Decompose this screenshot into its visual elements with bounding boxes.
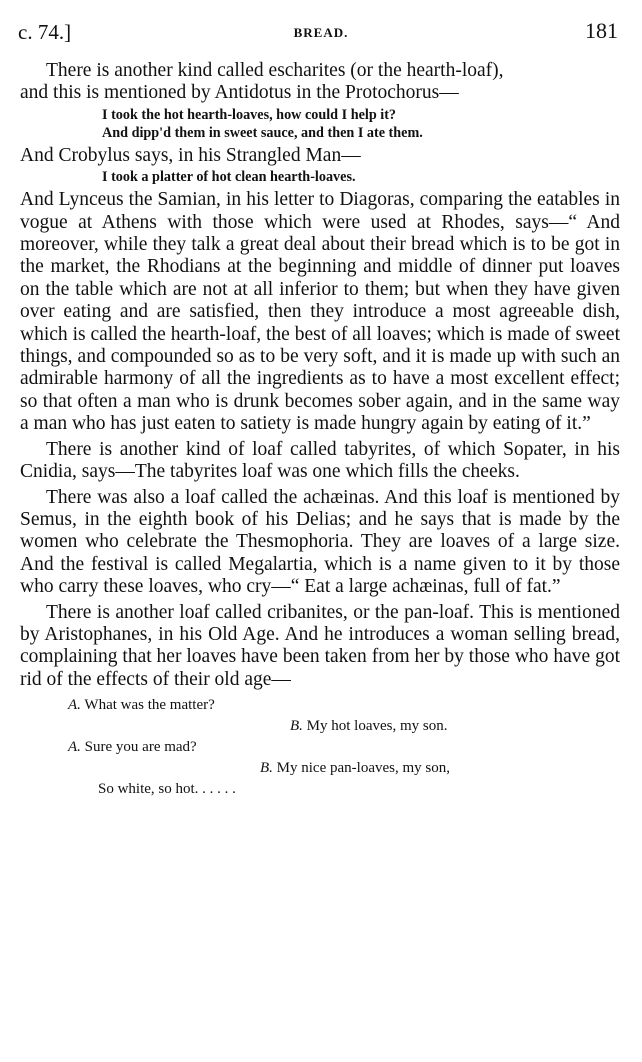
page-number: 181 xyxy=(585,18,618,43)
dialogue-line xyxy=(20,716,620,737)
paragraph-tabyrites: There is another kind of loaf called tabyrites, of which Sopater, in his Cnidia, says—The tabyrites loaf was one which fills the cheeks. xyxy=(20,438,620,483)
page-body xyxy=(20,60,620,800)
dialogue-line xyxy=(20,758,620,779)
dialogue-quote xyxy=(20,695,620,800)
dialogue-line xyxy=(20,737,620,758)
speaker-label: A. xyxy=(68,739,81,756)
verse-line: I took a platter of hot clean hearth-loaves. xyxy=(102,169,356,186)
paragraph-achaeinas: There was also a loaf called the achæinas. And this loaf is mentioned by Semus, in the eighth book of his Delias; and he says that is made by the women who celebrate the Thesmophoria. They are loaves of a large size. And the festival is called Megalartia, which is a name given to it by those who carry these loaves, who cry—“ Eat a large achæinas, full of fat.” xyxy=(20,486,620,598)
text-line: and this is mentioned by Antidotus in the Protochorus— xyxy=(20,82,459,104)
speaker-label: B. xyxy=(260,760,273,777)
dialogue-line xyxy=(20,779,620,800)
verse-line: I took the hot hearth-loaves, how could I help it? xyxy=(102,106,397,123)
dialogue-text: Sure you are mad? xyxy=(84,739,197,756)
dialogue-text: My hot loaves, my son. xyxy=(306,718,448,735)
verse-quote-antidotus xyxy=(20,106,620,142)
dialogue-text: My nice pan-loaves, my son, xyxy=(276,760,450,777)
verse-quote-crobylus xyxy=(20,168,620,186)
verse-line: And dipp'd them in sweet sauce, and then I ate them. xyxy=(102,124,423,141)
running-title: BREAD. xyxy=(293,25,349,40)
paragraph-crobylus: And Crobylus says, in his Strangled Man— xyxy=(20,144,361,166)
paragraph-escharites xyxy=(20,60,620,105)
dialogue-text: So white, so hot. . . . . . xyxy=(98,781,236,798)
text-line: There is another kind called escharites (or the hearth-loaf), xyxy=(46,60,504,81)
paragraph-lynceus: And Lynceus the Samian, in his letter to Diagoras, comparing the eatables in vogue at Athens with those which were used at Rhodes, says—“ And moreover, while they talk a great deal about their bread which is to be got in the market, the Rhodians at the beginning and middle of dinner put loaves on the table which are not at all inferior to them; but when they have given over eating and are satisfied, then they introduce a most agreeable dish, which is called the hearth-loaf, the best of all loaves; which is made of sweet things, and compounded so as to be very soft, and it is made up with such an admirable harmony of all the ingredients as to have a most excellent effect; so that often a man who is drunk becomes sober again, and in the same way a man who has just eaten to satiety is made hungry again by eating of it.” xyxy=(20,189,620,435)
paragraph-cribanites: There is another loaf called cribanites, or the pan-loaf. This is mentioned by Aristophanes, in his Old Age. And he introduces a woman selling bread, complaining that her loaves have been taken from her by those who have got rid of the effects of their old age— xyxy=(20,601,620,690)
chapter-reference: c. 74.] xyxy=(18,20,72,44)
dialogue-line xyxy=(20,695,620,716)
dialogue-text: What was the matter? xyxy=(84,697,215,714)
speaker-label: B. xyxy=(290,718,303,735)
page-header xyxy=(0,16,642,46)
speaker-label: A. xyxy=(68,697,81,714)
